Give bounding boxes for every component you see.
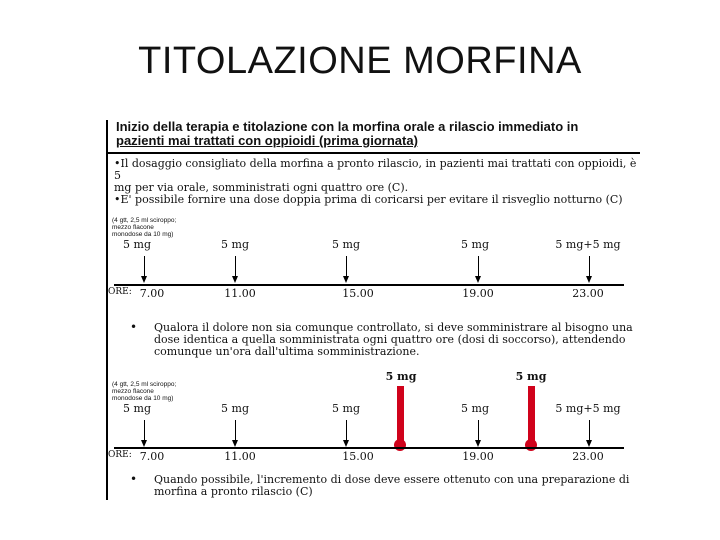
intro-line-2: mg per via orale, somministrati ogni quattro ore (C). <box>114 181 409 194</box>
dose-note-1-line-1: (4 gtt, 2,5 ml sciroppo; <box>112 217 177 224</box>
timeline2-dose-4: 5 mg <box>461 402 489 415</box>
rescue-dot-1 <box>394 439 406 451</box>
timeline1-time-4: 19.00 <box>462 287 494 300</box>
timeline1-dose-1: 5 mg <box>123 238 151 251</box>
timeline2-dose-2: 5 mg <box>221 402 249 415</box>
bullet-2-text <box>154 322 640 358</box>
intro-line-1: •Il dosaggio consigliato della morfina a pronto rilascio, in pazienti mai trattati con oppioidi, è 5 <box>114 157 637 182</box>
bullet-3-line-2: morfina a pronto rilascio (C) <box>154 485 313 498</box>
timeline1-arrow-2 <box>235 256 236 278</box>
bullet-2-line-3: comunque un'ora dall'ultima somministrazione. <box>154 345 420 358</box>
timeline1-dose-5: 5 mg+5 mg <box>555 238 621 251</box>
timeline2-time-1: 7.00 <box>139 450 165 463</box>
heading-line-1: Inizio della terapia e titolazione con la morfina orale a rilascio immediato in <box>116 119 579 134</box>
rescue-dose-2: 5 mg <box>515 370 547 383</box>
timeline1-ore-label: ORE: <box>108 287 132 297</box>
timeline2-arrow-1 <box>144 420 145 442</box>
timeline2-time-2: 11.00 <box>224 450 256 463</box>
timeline2-dose-5: 5 mg+5 mg <box>555 402 621 415</box>
dose-note-2 <box>112 381 176 402</box>
heading-line-2: pazienti mai trattati con oppioidi (prima giornata) <box>116 133 418 148</box>
rescue-marker-1 <box>397 386 404 442</box>
timeline1-arrowhead-4 <box>475 276 481 283</box>
timeline1-time-2: 11.00 <box>224 287 256 300</box>
intro-paragraph <box>114 158 640 206</box>
timeline2-arrow-3 <box>346 420 347 442</box>
document-heading <box>116 120 636 148</box>
document-excerpt <box>106 114 640 500</box>
timeline2-dose-3: 5 mg <box>332 402 360 415</box>
timeline2-arrowhead-5 <box>586 440 592 447</box>
timeline2-axis <box>114 447 624 449</box>
heading-rule <box>108 152 640 154</box>
timeline2-arrow-5 <box>589 420 590 442</box>
timeline2-ore-label: ORE: <box>108 450 132 460</box>
dose-note-1-line-2: mezzo flacone <box>112 224 154 231</box>
timeline1-arrow-1 <box>144 256 145 278</box>
timeline1-arrowhead-2 <box>232 276 238 283</box>
timeline2-arrowhead-1 <box>141 440 147 447</box>
slide-title: TITOLAZIONE MORFINA <box>138 40 582 82</box>
timeline2-dose-1: 5 mg <box>123 402 151 415</box>
timeline2-arrowhead-2 <box>232 440 238 447</box>
timeline1-dose-2: 5 mg <box>221 238 249 251</box>
timeline2-time-5: 23.00 <box>572 450 604 463</box>
timeline1-arrowhead-5 <box>586 276 592 283</box>
timeline2-arrowhead-3 <box>343 440 349 447</box>
left-margin-rule <box>106 120 108 500</box>
bullet-2-line-1: Qualora il dolore non sia comunque controllato, si deve somministrare al bisogno una <box>154 321 633 334</box>
rescue-dose-1: 5 mg <box>385 370 417 383</box>
timeline1-arrow-3 <box>346 256 347 278</box>
rescue-marker-2 <box>528 386 535 442</box>
timeline2-time-4: 19.00 <box>462 450 494 463</box>
timeline1-dose-3: 5 mg <box>332 238 360 251</box>
bullet-2-dot: • <box>130 320 138 334</box>
timeline2-arrowhead-4 <box>475 440 481 447</box>
dose-note-2-line-1: (4 gtt, 2,5 ml sciroppo; <box>112 381 177 388</box>
bullet-3-text <box>154 474 640 498</box>
dose-note-2-line-2: mezzo flacone <box>112 388 154 395</box>
timeline1-arrowhead-3 <box>343 276 349 283</box>
bullet-3-dot: • <box>130 472 138 486</box>
timeline2-arrow-2 <box>235 420 236 442</box>
timeline1-time-5: 23.00 <box>572 287 604 300</box>
timeline1-arrow-5 <box>589 256 590 278</box>
intro-line-3: •E' possibile fornire una dose doppia prima di coricarsi per evitare il risveglio notturno (C) <box>114 193 623 206</box>
timeline1-arrow-4 <box>478 256 479 278</box>
bullet-3-line-1: Quando possibile, l'incremento di dose deve essere ottenuto con una preparazione di <box>154 473 630 486</box>
dose-note-1 <box>112 217 176 238</box>
dose-note-2-line-3: monodose da 10 mg) <box>112 395 174 402</box>
bullet-2-line-2: dose identica a quella somministrata ogni quattro ore (dosi di soccorso), attendendo <box>154 333 626 346</box>
timeline1-arrowhead-1 <box>141 276 147 283</box>
dose-note-1-line-3: monodose da 10 mg) <box>112 231 174 238</box>
timeline2-time-3: 15.00 <box>342 450 374 463</box>
timeline1-axis <box>114 284 624 286</box>
timeline1-dose-4: 5 mg <box>461 238 489 251</box>
timeline2-arrow-4 <box>478 420 479 442</box>
rescue-dot-2 <box>525 439 537 451</box>
timeline1-time-3: 15.00 <box>342 287 374 300</box>
timeline1-time-1: 7.00 <box>139 287 165 300</box>
